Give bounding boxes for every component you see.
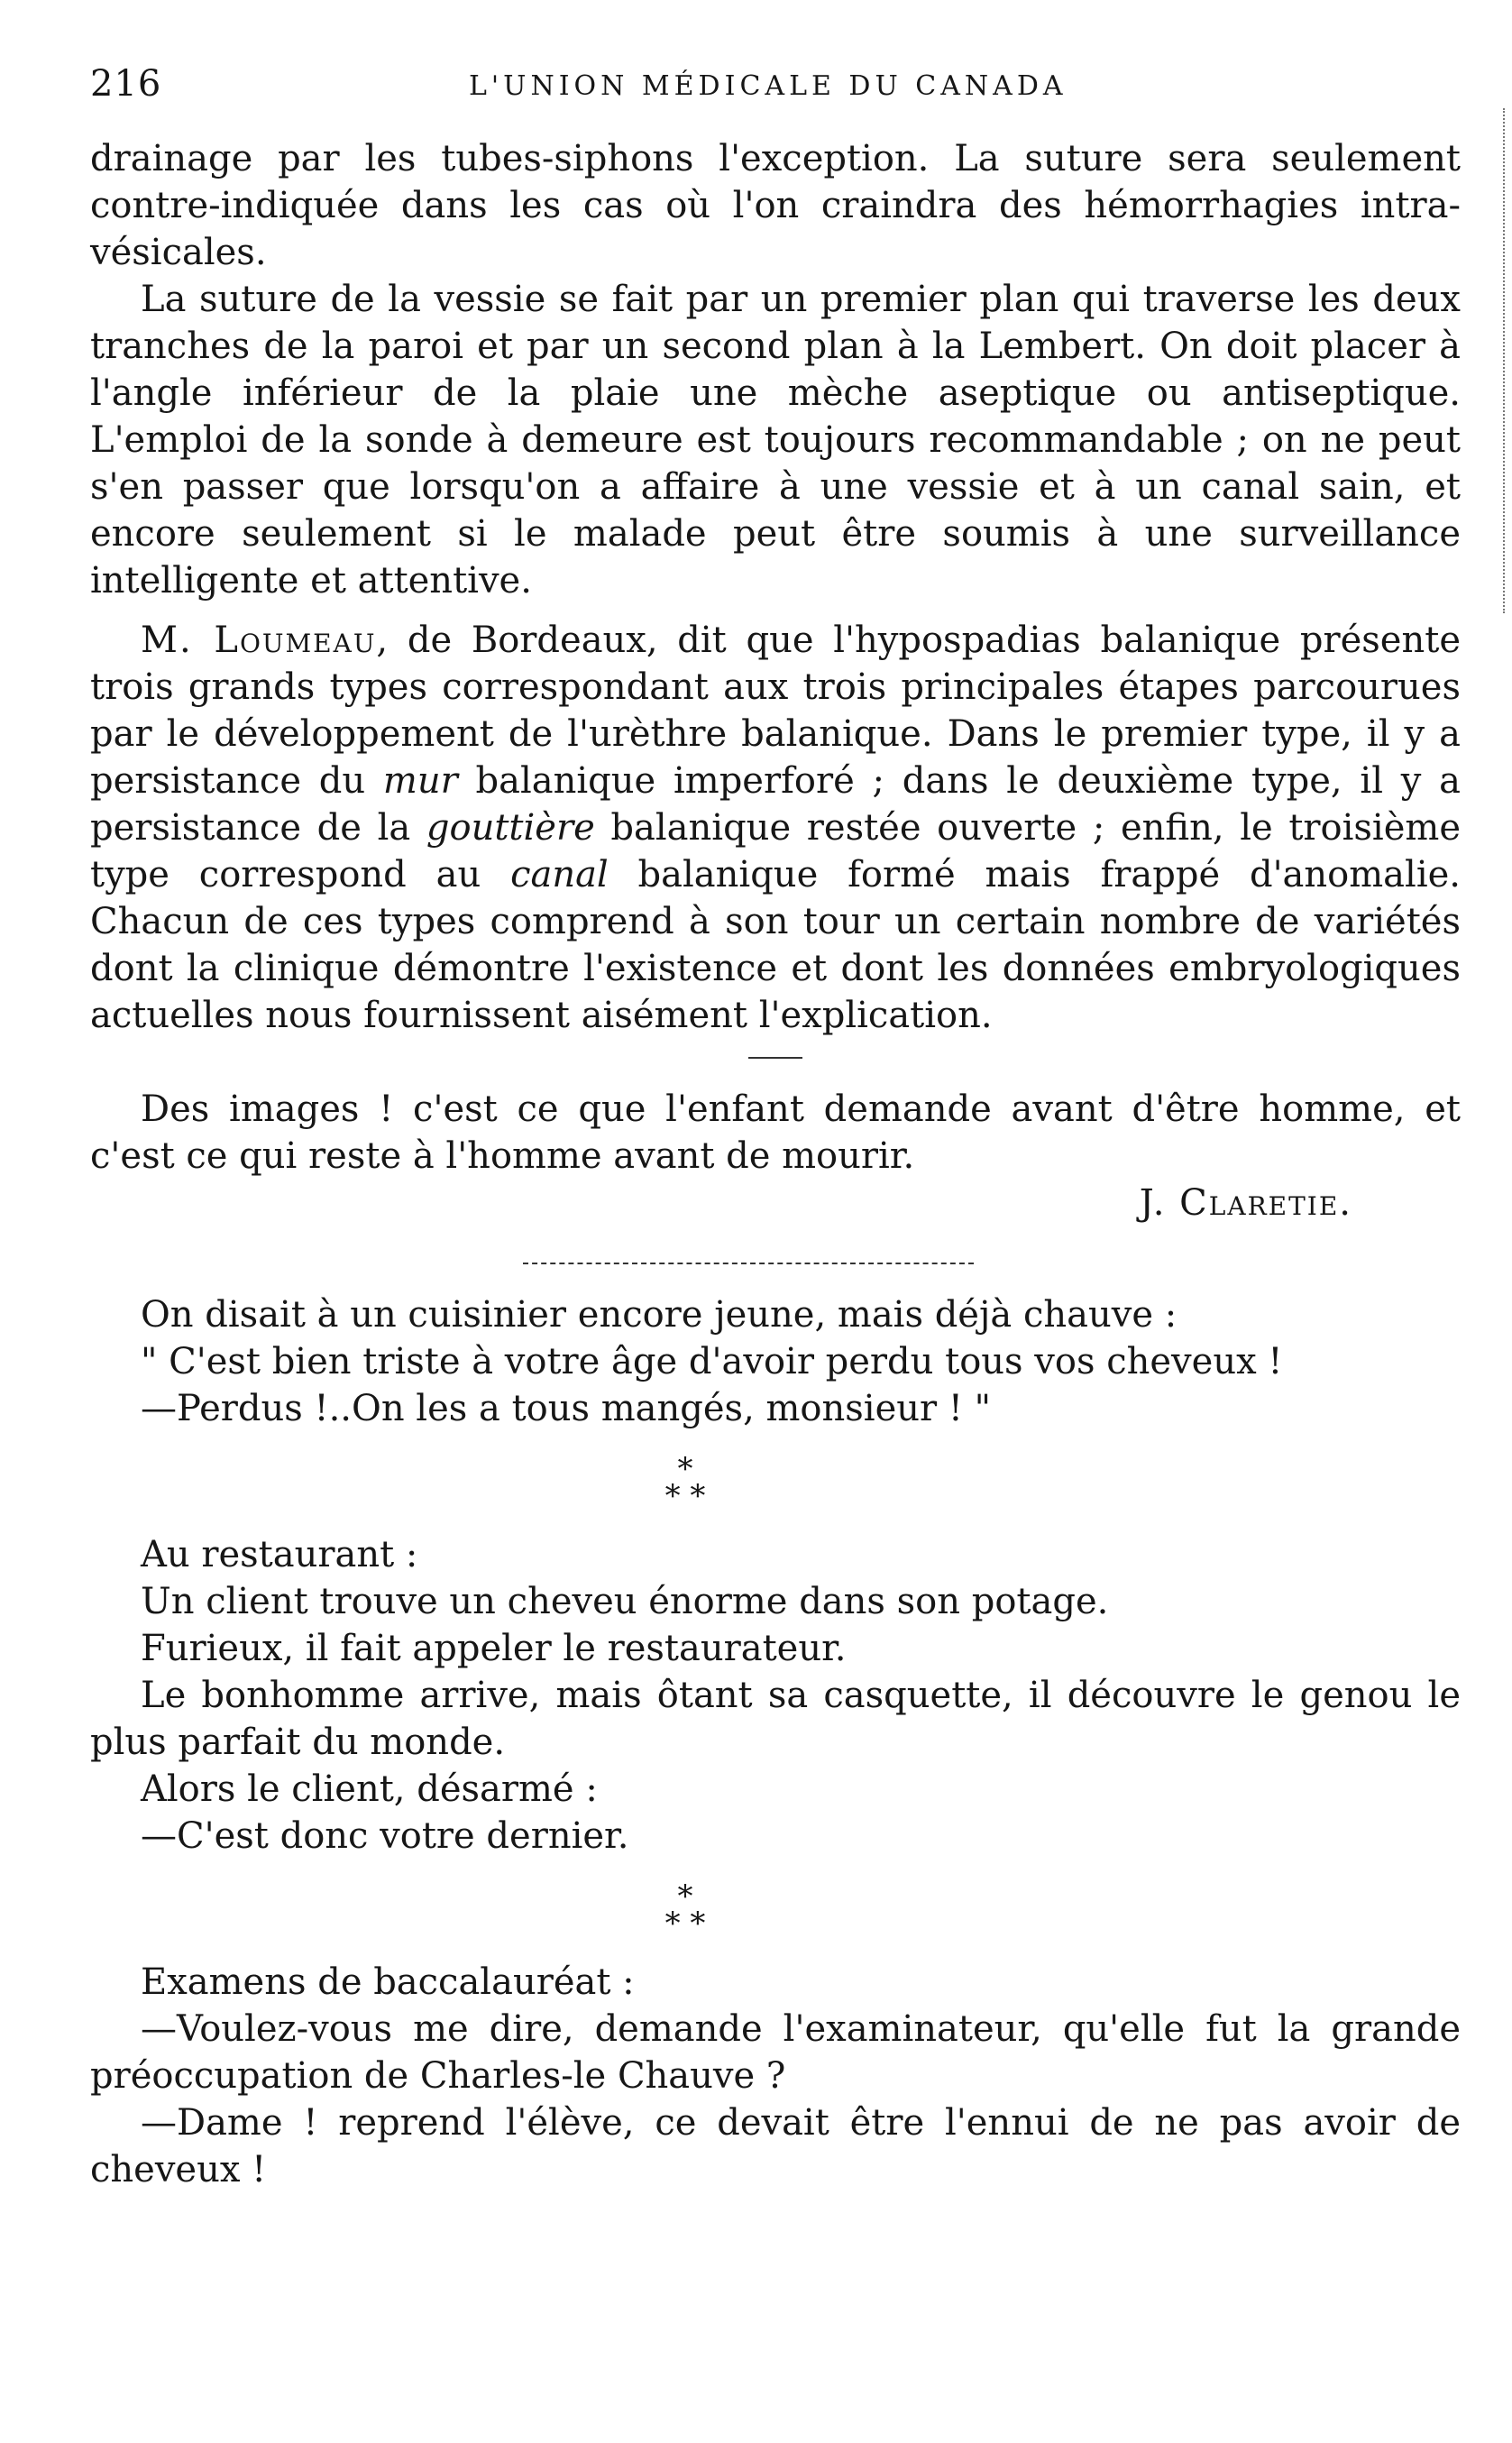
asterism-separator [90, 1451, 1461, 1514]
paragraph-loumeau-part-c: balanique restée ouverte ; enfin, le troisième type correspond au [90, 807, 1461, 895]
paragraph-loumeau-part-b: balanique imperforé ; dans le deuxième type, il y a persistance de la [90, 760, 1461, 849]
term-mur: mur [382, 760, 458, 802]
paragraph-loumeau [90, 617, 1461, 1039]
margin-scan-marks [1500, 108, 1505, 613]
term-canal: canal [510, 854, 609, 895]
asterism-bottom: * * [664, 1906, 706, 1942]
section-divider [748, 1057, 802, 1059]
anecdote-line: Furieux, il fait appeler le restaurateur. [141, 1628, 847, 1669]
quote-author: J. Claretie. [1139, 1182, 1352, 1224]
anecdote-restaurant [90, 1531, 1461, 1860]
page-header [90, 63, 1461, 135]
anecdote-line: Examens de baccalauréat : [141, 1961, 635, 2003]
asterism-separator [90, 1878, 1461, 1942]
paragraph-suture-vessie: La suture de la vessie se fait par un premier plan qui traverse les deux tranches de la paroi et par un second plan à la Lembert. On doit placer à l'angle inférieur de la plaie une mèche aseptique ou antiseptique. L'emploi de la sonde à demeure est toujours recommandable ; on ne peut s'en passer que lorsqu'on a affaire à une vessie et à un canal sain, et encore seulement si le malade peut être soumis à une surveillance intelligente et attentive. [90, 279, 1461, 602]
article-body [90, 135, 1461, 2193]
anecdote-line: —Perdus !..On les a tous mangés, monsieur ! " [141, 1388, 992, 1429]
spacer [90, 604, 1461, 617]
anecdote-cuisinier [90, 1291, 1461, 1432]
anecdote-line: Au restaurant : [141, 1534, 418, 1575]
anecdote-line: Alors le client, désarmé : [141, 1768, 598, 1810]
anecdote-line: Un client trouve un cheveu énorme dans son potage. [141, 1581, 1109, 1622]
anecdote-line: —Dame ! reprend l'élève, ce devait être l'ennui de ne pas avoir de cheveux ! [90, 2102, 1461, 2190]
quote-text: Des images ! c'est ce que l'enfant demande avant d'être homme, et c'est ce qui reste à l'homme avant de mourir. [90, 1088, 1461, 1177]
dashed-divider [523, 1263, 974, 1264]
anecdote-line: On disait à un cuisinier encore jeune, mais déjà chauve : [141, 1294, 1178, 1336]
term-gouttiere: gouttière [426, 807, 595, 849]
anecdote-baccalaureat [90, 1959, 1461, 2193]
anecdote-line: —Voulez-vous me dire, demande l'examinateur, qu'elle fut la grande préoccupation de Charles-le Chauve ? [90, 2008, 1461, 2097]
author-name-loumeau: M. Loumeau [141, 620, 377, 661]
paragraph-loumeau-part-d: balanique formé mais frappé d'anomalie. Chacun de ces types comprend à son tour un certain nombre de variétés dont la clinique démontre l'existence et dont les données embryologiques actuelles nous fournissent aisément l'explication. [90, 854, 1462, 1036]
asterism-top: * [677, 1878, 693, 1915]
anecdote-line: —C'est donc votre dernier. [141, 1815, 629, 1857]
anecdote-line: " C'est bien triste à votre âge d'avoir perdu tous vos cheveux ! [141, 1341, 1283, 1382]
page-number: 216 [90, 63, 162, 105]
running-title: L'UNION MÉDICALE DU CANADA [469, 70, 1068, 102]
document-page [90, 63, 1461, 2193]
paragraph-suture-exception: drainage par les tubes-siphons l'exception. La suture sera seulement contre-indiquée dans les cas où l'on craindra des hémorrhagies intra-vésicales. [90, 138, 1461, 273]
anecdote-line: Le bonhomme arrive, mais ôtant sa casquette, il découvre le genou le plus parfait du monde. [90, 1675, 1461, 1763]
asterism-bottom: * * [664, 1478, 706, 1514]
asterism-top: * [677, 1451, 693, 1487]
paragraph-loumeau-part-a: , de Bordeaux, dit que l'hypospadias balanique présente trois grands types correspondant aux trois principales étapes parcourues par le développement de l'urèthre balanique. Dans le premier type, il y a persistance du [90, 620, 1461, 802]
